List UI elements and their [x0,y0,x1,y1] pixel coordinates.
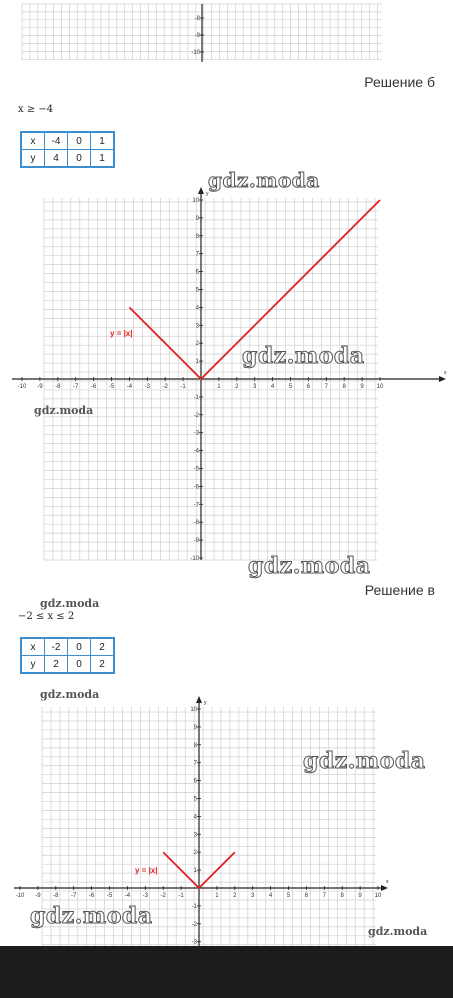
y-tick-label: -10 [190,556,199,562]
x-tick-label: 6 [304,893,309,899]
top-graph-fragment [22,4,382,64]
y-tick-label: -8 [193,520,199,527]
x-axis-label: x [386,879,389,885]
y-tick-label: -9 [194,33,200,39]
watermark: gdz.moda [248,553,371,579]
x-tick-label: -9 [35,893,41,899]
y-tick-label: 6 [195,269,199,276]
x-tick-label: -4 [124,893,131,899]
x-tick-label: -6 [90,384,97,390]
y-tick-label: 1 [195,359,199,366]
table-cell: -4 [45,132,68,150]
table-cell: 1 [91,150,115,168]
y-tick-label: -2 [193,412,199,419]
bottom-bar [0,946,453,998]
watermark: gdz.moda [40,688,100,701]
table-cell: 0 [68,638,91,656]
y-tick-label: 9 [193,724,197,731]
y-tick-label: -10 [191,50,200,56]
x-tick-label: -7 [73,384,79,390]
watermark: gdz.moda [303,748,426,774]
y-tick-label: 3 [193,832,197,839]
table-cell: 0 [68,150,91,168]
table-cell: 0 [68,132,91,150]
x-tick-label: 2 [235,384,239,390]
x-tick-label: -5 [108,384,115,390]
solution-v-heading: Решение в [364,582,435,598]
y-tick-label: 5 [193,796,197,803]
watermark: gdz.moda [34,404,94,417]
solution-v-condition: −2 ≤ x ≤ 2 [18,611,75,622]
x-tick-label: 2 [233,893,237,899]
x-tick-label: -8 [55,384,61,390]
table-header-y: y [21,656,45,674]
y-axis-label: y [206,191,209,197]
solution-b-condition: x ≥ −4 [18,104,54,115]
watermark: gdz.moda [30,903,153,929]
y-tick-label: 8 [195,233,199,240]
x-tick-label: -1 [178,893,184,899]
x-tick-label: -2 [160,893,166,899]
y-tick-label: 3 [195,323,199,330]
x-tick-label: 7 [322,893,326,899]
y-tick-label: -6 [193,484,199,491]
y-tick-label: 2 [195,341,199,348]
table-cell: 4 [45,150,68,168]
x-tick-label: -2 [162,384,168,390]
y-tick-label: 7 [193,760,197,767]
x-tick-label: -4 [126,384,133,390]
x-tick-label: -6 [88,893,95,899]
function-label: y = |x| [135,866,158,875]
x-tick-label: 1 [217,384,221,390]
x-tick-label: 6 [306,384,311,390]
table-header-y: y [21,150,45,168]
table-cell: 2 [91,638,115,656]
chart-solution-b [0,191,453,576]
x-tick-label: 10 [374,893,382,899]
function-label: y = |x| [110,329,133,338]
y-tick-label: 4 [193,814,197,821]
y-tick-label: -5 [193,466,199,473]
x-tick-label: 4 [268,893,273,899]
x-tick-label: 3 [251,893,255,899]
x-tick-label: -8 [53,893,59,899]
x-tick-label: -10 [17,384,27,390]
x-tick-label: -9 [37,384,43,390]
x-tick-label: 1 [215,893,219,899]
y-tick-label: -9 [193,538,199,545]
x-tick-label: 9 [358,893,362,899]
table-cell: 2 [45,656,68,674]
table-cell: 1 [91,132,115,150]
watermark: gdz.moda [40,597,100,610]
table-cell: -2 [45,638,68,656]
x-tick-label: 8 [342,384,346,390]
x-tick-label: -7 [71,893,77,899]
y-tick-label: 10 [192,198,199,204]
x-tick-label: 5 [286,893,291,899]
x-axis-label: x [444,370,447,376]
y-tick-label: 4 [195,305,199,312]
solution-b-value-table [20,131,115,168]
y-tick-label: 5 [195,287,199,294]
solution-v-value-table [20,637,115,674]
table-cell: 0 [68,656,91,674]
y-tick-label: 6 [193,778,197,785]
y-tick-label: -8 [194,16,200,22]
y-tick-label: -3 [193,430,199,437]
x-tick-label: -3 [144,384,150,390]
y-tick-label: 1 [193,868,197,875]
x-tick-label: 4 [270,384,275,390]
x-tick-label: -10 [15,893,25,899]
y-tick-label: -3 [191,939,197,946]
y-tick-label: 10 [190,707,197,713]
watermark: gdz.moda [368,925,428,938]
y-tick-label: 8 [193,742,197,749]
x-tick-label: 9 [360,384,364,390]
table-header-x: x [21,132,45,150]
x-tick-label: -1 [180,384,186,390]
x-tick-label: 8 [340,893,344,899]
y-axis-label: y [204,700,207,706]
y-tick-label: 7 [195,251,199,258]
y-axis-arrow [196,696,202,703]
y-tick-label: 2 [193,850,197,857]
x-tick-label: 10 [376,384,384,390]
y-tick-label: -1 [193,394,199,401]
watermark: gdz.moda [242,343,365,369]
y-tick-label: -2 [191,921,197,928]
x-axis-arrow [381,885,388,891]
table-cell: 2 [91,656,115,674]
y-tick-label: -4 [193,448,199,455]
x-tick-label: -5 [106,893,113,899]
x-tick-label: 3 [253,384,257,390]
y-tick-label: 9 [195,215,199,222]
solution-b-heading: Решение б [364,74,435,90]
watermark: gdz.moda [208,168,320,192]
y-axis-arrow [198,187,204,194]
y-tick-label: -1 [191,903,197,910]
x-axis-arrow [439,376,446,382]
y-tick-label: -7 [193,502,199,509]
x-tick-label: 5 [288,384,293,390]
table-header-x: x [21,638,45,656]
x-tick-label: -3 [142,893,148,899]
x-tick-label: 7 [324,384,328,390]
